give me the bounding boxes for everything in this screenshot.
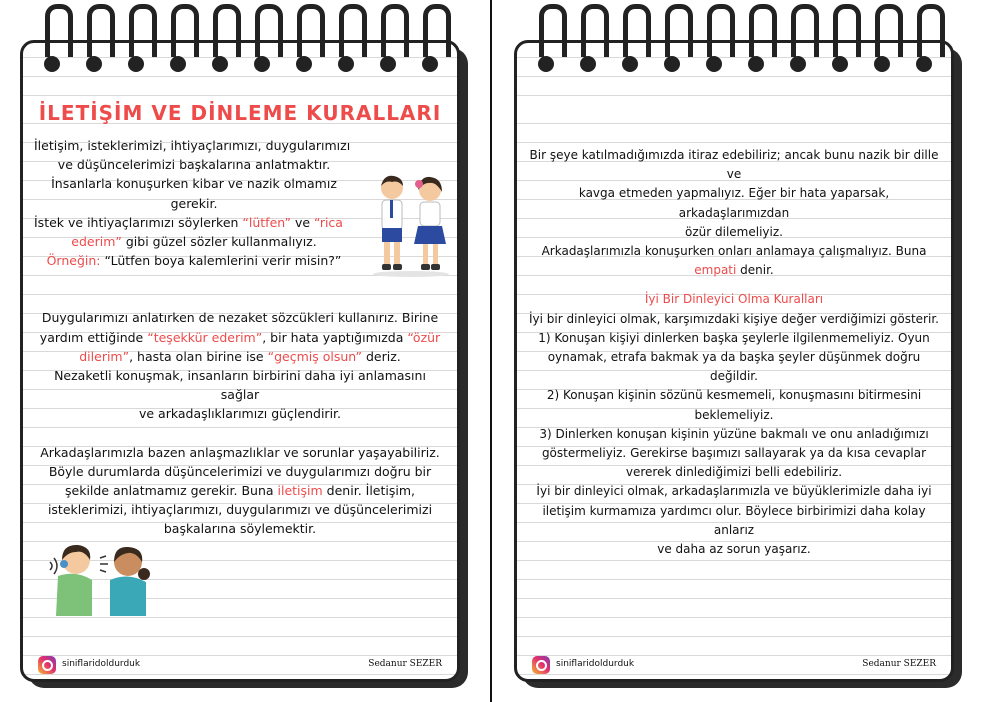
instagram-handle: siniflaridoldurduk: [62, 659, 141, 669]
page-divider: [490, 0, 492, 702]
author-name: Sedanur SEZER: [862, 659, 936, 669]
listening-rules: İyi bir dinleyici olmak, karşımızdaki kişiye değer verdiğimizi gösterir. 1) Konuşan kişiyi dinlerken başka şeylerle ilgilenmemeliyiz. Oyun oynamak, etrafa bakmak ya da başka şeyler düşünmek doğru değildir. 2) Konuşan kişinin sözünü kesmemeli, konuşmasını bitirmesini beklemeliyiz. 3) Dinlerken konuşan kişinin yüzüne bakmalı ve onu anladığımızı göstermeliyiz. Gerekirse başımızı sallayarak ya da kısa cevaplar vererek dinlediğimizi belli edebiliriz. İyi bir dinleyici olmak, arkadaşlarımızla ve büyüklerimizle daha iyi iletişim kurmamıza yardımcı olur. Böylece birbirimizi daha kolay anlarız ve daha az sorun yaşarız.: [529, 311, 939, 557]
page-title: İLETİŞİM VE DİNLEME KURALLARI: [38, 101, 442, 125]
section-subtitle: İyi Bir Dinleyici Olma Kuralları: [644, 292, 824, 307]
left-content: [34, 100, 446, 539]
instagram-icon: [532, 656, 550, 674]
spiral-rings: [42, 4, 442, 84]
notebook-left: [20, 0, 468, 702]
children-talking-illustration: [370, 170, 452, 280]
courtesy-paragraph: Duygularımızı anlatırken de nezaket sözcükleri kullanırız. Birine yardım ettiğinde “teşekkür ederim”, bir hata yaptığımızda “özür dilerim”, hasta olan birine ise “geçmiş olsun” deriz. Nezaketli konuşmak, insanların birbirini daha iyi anlamasını sağlar ve arkadaşlıklarımızı güçlendirir.: [39, 310, 441, 422]
instagram-icon: [38, 656, 56, 674]
intro-paragraph: İletişim, isteklerimizi, ihtiyaçlarımızı, duygularımızı ve düşüncelerimizi başkalarına anlatmaktır. İnsanlarla konuşurken kibar ve nazik olmamız gerekir. İstek ve ihtiyaçlarımızı söylerken “lütfen” ve “rica ederim” gibi güzel sözler kullanmalıyız. Örneğin: “Lütfen boya kalemlerini verir misin?”: [34, 138, 351, 269]
empathy-paragraph: Bir şeye katılmadığımızda itiraz edebiliriz; ancak bunu nazik bir dille ve kavga etmeden yapmalıyız. Eğer bir hata yaparsak, arkadaşlarımızdan özür dilemeliyiz. Arkadaşlarımızla konuşurken onları anlamaya çalışmalıyız. Buna empati denir.: [529, 148, 939, 278]
page-footer: [532, 656, 936, 676]
page-footer: [38, 656, 442, 676]
instagram-handle: siniflaridoldurduk: [556, 659, 635, 669]
children-whispering-illustration: [48, 540, 158, 616]
author-name: Sedanur SEZER: [368, 659, 442, 669]
notebook-right: [514, 0, 962, 702]
right-content: [524, 146, 944, 559]
communication-paragraph: Arkadaşlarımızla bazen anlaşmazlıklar ve sorunlar yaşayabiliriz. Böyle durumlarda düşüncelerimizi ve duygularımızı doğru bir şekilde anlatmamız gerekir. Buna iletişim denir. İletişim, isteklerimizi, ihtiyaçlarımızı, duygularımızı ve düşüncelerimizi başkalarına söylemektir.: [40, 444, 440, 537]
spiral-rings: [536, 4, 936, 84]
